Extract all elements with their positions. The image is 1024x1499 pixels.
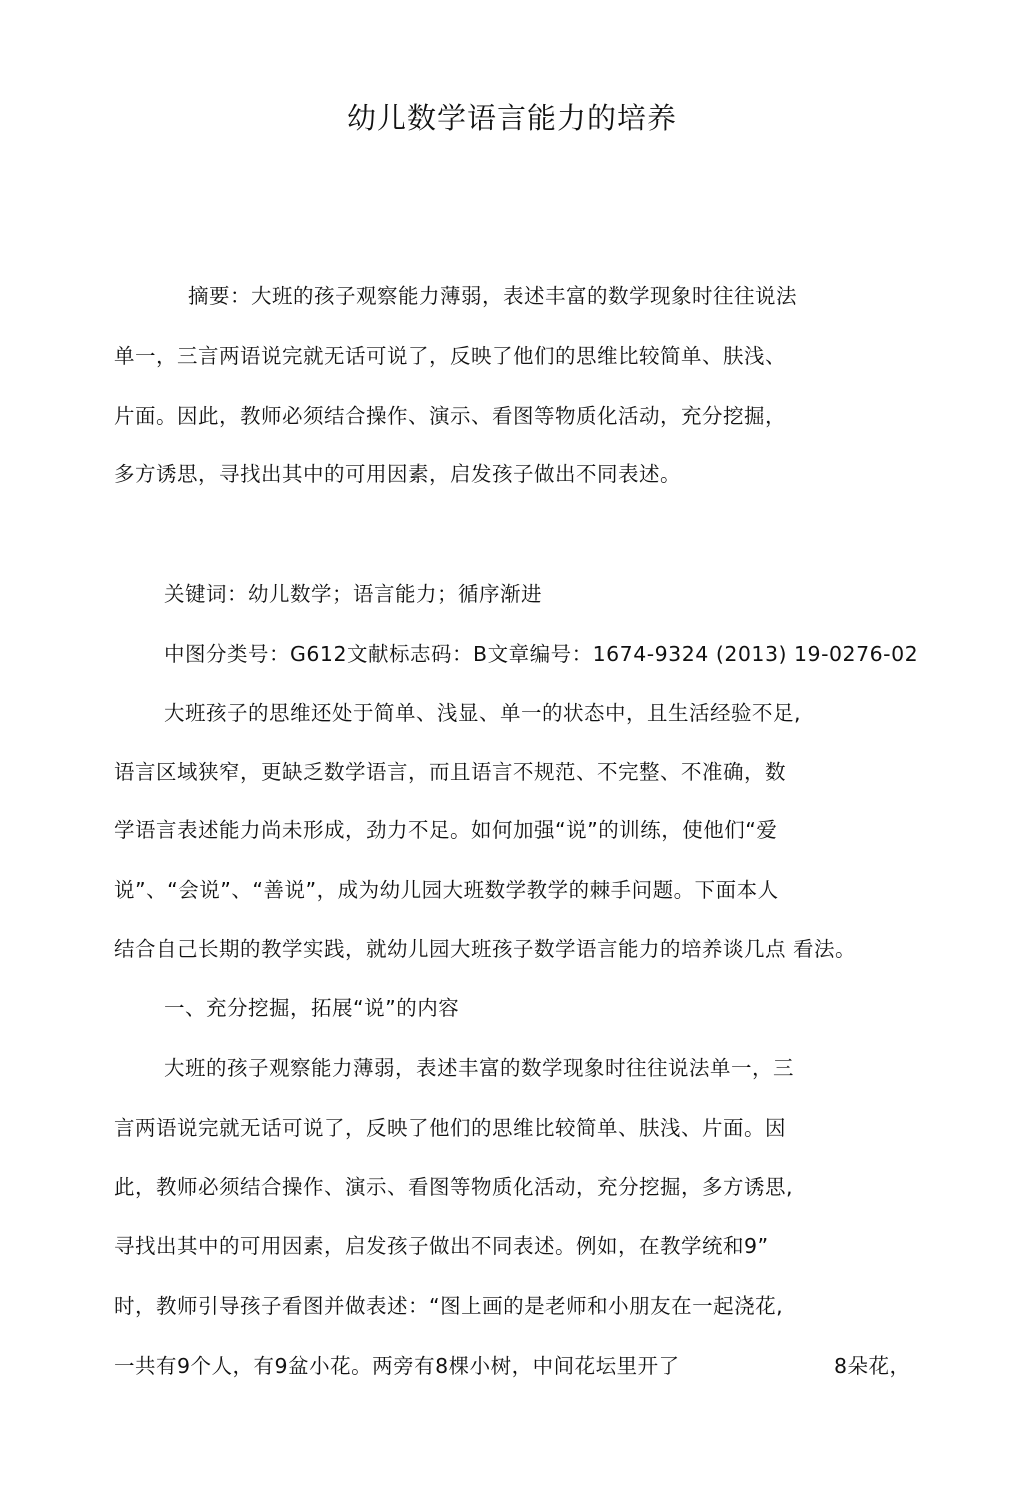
body-line: 时，教师引导孩子看图并做表述：“图上画的是老师和小朋友在一起浇花, [114,1294,784,1318]
section-heading: 一、充分挖掘，拓展“说”的内容 [164,996,460,1020]
body-line: 大班孩子的思维还处于简单、浅显、单一的状态中，且生活经验不足, [164,701,802,725]
body-line: 结合自己长期的教学实践，就幼儿园大班孩子数学语言能力的培养谈几点 看法。 [114,937,857,961]
keywords-line: 关键词：幼儿数学；语言能力；循序渐进 [164,582,542,606]
body-line: 寻找出其中的可用因素，启发孩子做出不同表述。例如，在教学统和9” [114,1234,769,1258]
body-line-fragment: 8朵花， [834,1354,911,1378]
body-line: 此，教师必须结合操作、演示、看图等物质化活动，充分挖掘，多方诱思, [114,1175,794,1199]
abstract-line-3: 片面。因此，教师必须结合操作、演示、看图等物质化活动，充分挖掘， [114,404,786,428]
page-title: 幼儿数学语言能力的培养 [346,101,677,135]
body-line: 大班的孩子观察能力薄弱，表述丰富的数学现象时往往说法单一，三 [164,1056,794,1080]
abstract-line-4: 多方诱思，寻找出其中的可用因素，启发孩子做出不同表述。 [114,462,681,486]
abstract-line-2: 单一，三言两语说完就无话可说了，反映了他们的思维比较简单、肤浅、 [114,344,786,368]
body-line: 言两语说完就无话可说了，反映了他们的思维比较简单、肤浅、片面。因 [114,1116,786,1140]
body-line: 一共有9个人，有9盆小花。两旁有8棵小树，中间花坛里开了 [114,1354,680,1378]
classification-line: 中图分类号：G612文献标志码：B文章编号：1674-9324 (2013) 19-0276-02 [164,642,919,666]
abstract-line-1: 摘要：大班的孩子观察能力薄弱，表述丰富的数学现象时往往说法 [188,284,797,308]
body-line: 语言区域狭窄，更缺乏数学语言，而且语言不规范、不完整、不准确，数 [114,760,786,784]
body-line: 学语言表述能力尚未形成，劲力不足。如何加强“说”的训练，使他们“爱 [114,818,778,842]
body-line: 说”、“会说”、“善说”，成为幼儿园大班数学教学的棘手问题。下面本人 [114,878,779,902]
